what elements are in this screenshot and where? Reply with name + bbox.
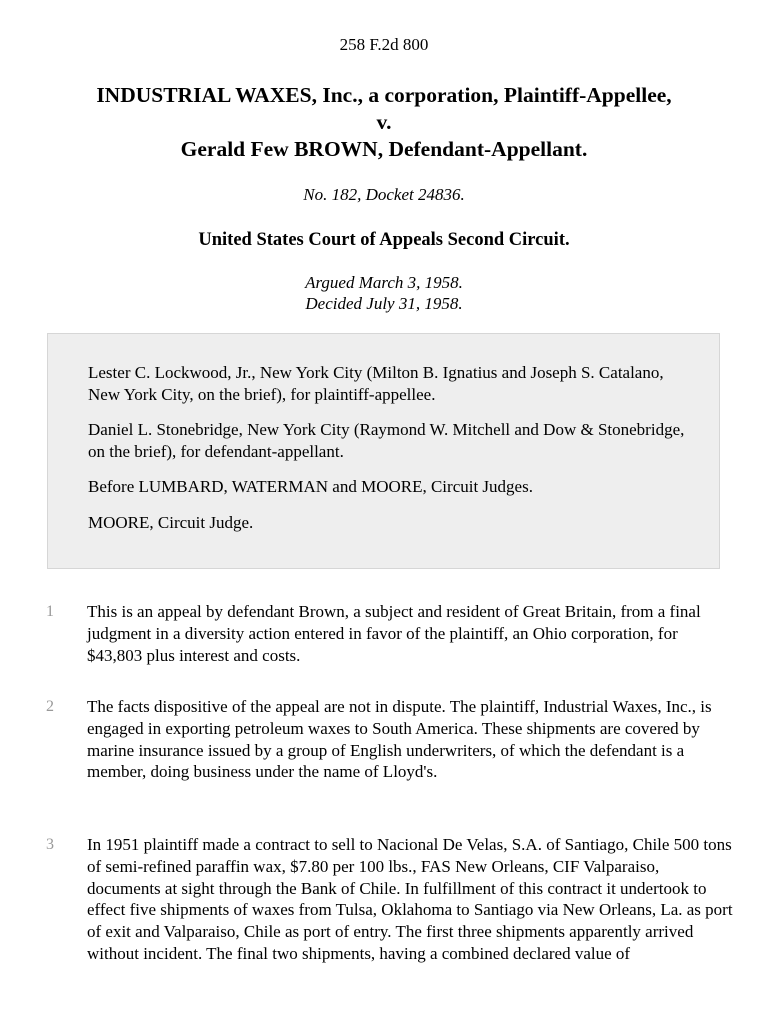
decided-date: Decided July 31, 1958. bbox=[305, 293, 463, 313]
plaintiff-counsel: Lester C. Lockwood, Jr., New York City (Milton B. Ignatius and Joseph S. Catalano, New York City, on the brief), for plaintiff-appellee. bbox=[88, 363, 664, 404]
case-title-versus: v. bbox=[376, 110, 392, 134]
docket-number: No. 182, Docket 24836. bbox=[303, 185, 465, 204]
panel-judges: Before LUMBARD, WATERMAN and MOORE, Circuit Judges. bbox=[88, 477, 533, 496]
paragraph-text: In 1951 plaintiff made a contract to sell to Nacional De Velas, S.A. of Santiago, Chile 500 tons of semi-refined paraffin wax, $7.80 per 100 lbs., FAS New Orleans, CIF Valparaiso, documents at sight through the Bank of Chile. In fulfillment of this contract it undertook to effect five shipments of waxes from Tulsa, Oklahoma to Santiago via New Orleans, La. as port of exit and Valparaiso, Chile as port of entry. The first three shipments apparently arrived without incident. The final two shipments, having a combined declared value of bbox=[87, 835, 733, 963]
argued-date: Argued March 3, 1958. bbox=[305, 273, 463, 292]
case-dates bbox=[0, 273, 768, 314]
case-title bbox=[20, 82, 748, 163]
case-title-plaintiff: INDUSTRIAL WAXES, Inc., a corporation, Plaintiff-Appellee, bbox=[96, 83, 672, 107]
paragraph-text: This is an appeal by defendant Brown, a subject and resident of Great Britain, from a final judgment in a diversity action entered in favor of the plaintiff, an Ohio corporation, for $43,803 plus interest and costs. bbox=[87, 602, 701, 665]
paragraph-number: 1 bbox=[46, 603, 54, 620]
opinion-author: MOORE, Circuit Judge. bbox=[88, 512, 254, 532]
paragraph-number: 2 bbox=[46, 698, 54, 715]
counsel-box bbox=[47, 333, 720, 569]
defendant-counsel: Daniel L. Stonebridge, New York City (Raymond W. Mitchell and Dow & Stonebridge, on the brief), for defendant-appellant. bbox=[88, 420, 685, 461]
court-name: United States Court of Appeals Second Circuit. bbox=[198, 230, 570, 250]
paragraph-text: The facts dispositive of the appeal are not in dispute. The plaintiff, Industrial Waxes, Inc., is engaged in exporting petroleum waxes to South America. These shipments are covered by marine insurance issued by a group of English underwriters, of which the defendant is a member, doing business under the name of Lloyd's. bbox=[87, 697, 712, 782]
case-title-defendant: Gerald Few BROWN, Defendant-Appellant. bbox=[180, 137, 588, 161]
case-citation: 258 F.2d 800 bbox=[339, 35, 429, 54]
paragraph-number: 3 bbox=[46, 836, 54, 853]
